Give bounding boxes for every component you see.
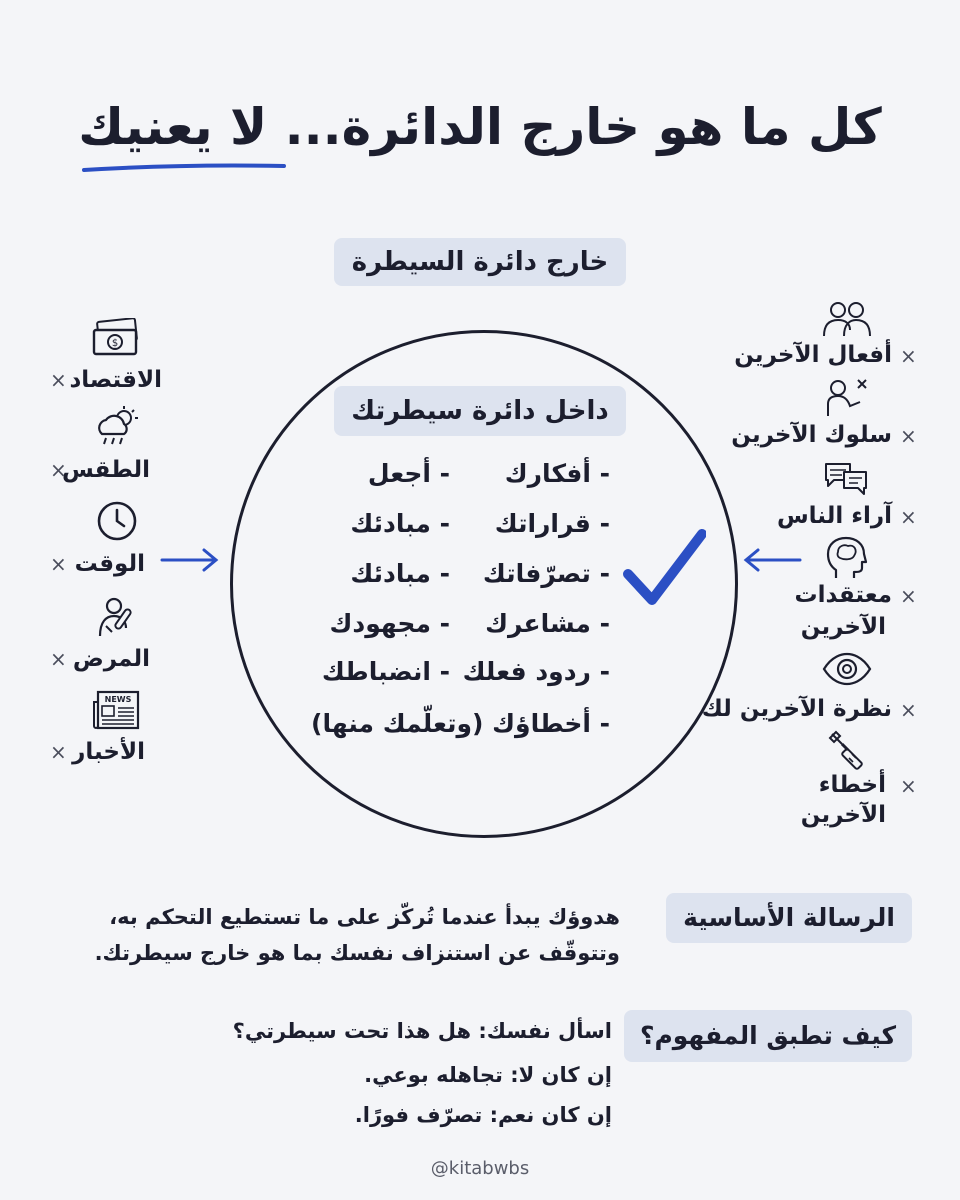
x-icon: × xyxy=(50,458,67,482)
how-line: اسأل نفسك: هل هذا تحت سيطرتي؟ xyxy=(232,1019,612,1043)
how-label: كيف تطبق المفهوم؟ xyxy=(624,1010,912,1062)
sick-person-icon xyxy=(94,596,140,640)
people-icon xyxy=(822,300,872,338)
right-item-label: الآخرين xyxy=(800,802,886,828)
tool-icon xyxy=(826,730,866,774)
author-handle: @kitabwbs xyxy=(430,1158,530,1179)
inside-item: - مبادئك xyxy=(350,559,450,588)
head-brain-icon xyxy=(826,536,868,580)
inside-item: - أجعل xyxy=(367,459,450,488)
left-item-label: الأخبار xyxy=(72,739,145,765)
money-icon xyxy=(92,318,140,358)
message-line: وتتوقّف عن استنزاف نفسك بما هو خارج سيطرتك. xyxy=(94,941,620,965)
inside-item: - انضباطك xyxy=(321,657,450,686)
eye-icon xyxy=(822,652,872,686)
how-line: إن كان لا: تجاهله بوعي. xyxy=(364,1063,612,1087)
right-item-label: سلوك الآخرين xyxy=(731,422,892,448)
svg-text:NEWS: NEWS xyxy=(104,695,132,704)
inside-item: - مبادئك xyxy=(350,509,450,538)
title-underline xyxy=(82,160,286,176)
x-icon: × xyxy=(50,647,67,671)
svg-text:$: $ xyxy=(111,338,119,349)
x-icon: × xyxy=(900,774,917,798)
inside-item: - ردود فعلك xyxy=(462,657,610,686)
left-item-label: المرض xyxy=(72,646,150,672)
right-item-label: معتقدات xyxy=(794,582,892,608)
left-item-label: الاقتصاد xyxy=(69,367,162,393)
arrow-icon xyxy=(160,548,220,572)
clock-icon xyxy=(96,500,138,542)
right-item-label: آراء الناس xyxy=(776,503,892,529)
x-icon: × xyxy=(900,584,917,608)
inside-item: - تصرّفاتك xyxy=(482,559,610,588)
inside-label: داخل دائرة سيطرتك xyxy=(334,386,626,436)
x-icon: × xyxy=(50,368,67,392)
x-icon: × xyxy=(50,740,67,764)
x-icon: × xyxy=(900,505,917,529)
message-line: هدوؤك يبدأ عندما تُركّز على ما تستطيع التحكم به، xyxy=(109,905,620,929)
right-item-label: أخطاء xyxy=(818,772,886,798)
inside-item: - أخطاؤك (وتعلّمك منها) xyxy=(311,709,610,738)
x-icon: × xyxy=(900,344,917,368)
arrow-icon xyxy=(742,548,802,572)
x-icon: × xyxy=(50,552,67,576)
speech-bubbles-icon xyxy=(822,458,870,498)
right-item-label: أفعال الآخرين xyxy=(734,342,892,368)
newspaper-icon xyxy=(92,690,140,730)
page-title: كل ما هو خارج الدائرة... لا يعنيك xyxy=(78,98,882,156)
right-item-label: نظرة الآخرين لك xyxy=(701,696,892,722)
x-icon: × xyxy=(900,424,917,448)
inside-item: - مجهودك xyxy=(329,609,450,638)
outside-label: خارج دائرة السيطرة xyxy=(334,238,626,286)
message-label: الرسالة الأساسية xyxy=(666,893,912,943)
weather-icon xyxy=(94,404,140,448)
inside-item: - قراراتك xyxy=(494,509,610,538)
how-line: إن كان نعم: تصرّف فورًا. xyxy=(354,1103,612,1127)
checkmark-icon xyxy=(622,528,706,612)
person-x-icon xyxy=(824,378,870,418)
right-item-label: الآخرين xyxy=(800,614,886,640)
left-item-label: الطقس xyxy=(62,457,150,483)
left-item-label: الوقت xyxy=(74,551,145,577)
x-icon: × xyxy=(900,698,917,722)
inside-item: - مشاعرك xyxy=(485,609,610,638)
inside-item: - أفكارك xyxy=(504,459,610,488)
